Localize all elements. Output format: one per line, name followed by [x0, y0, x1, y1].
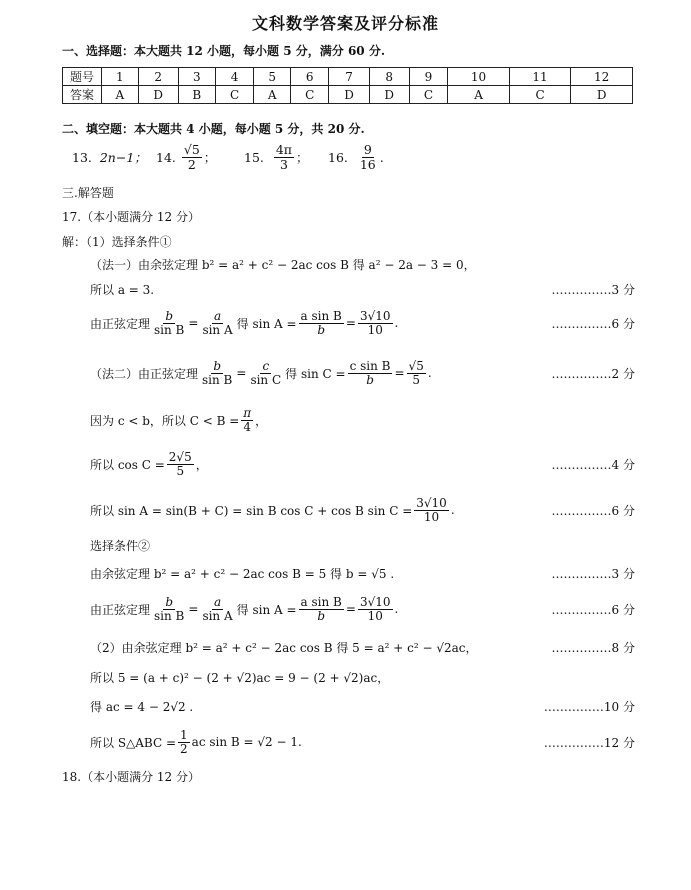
fraction [152, 596, 186, 622]
fraction [299, 596, 344, 622]
fraction [182, 143, 202, 170]
question-number: 14. [156, 149, 176, 165]
denominator: sin C [250, 372, 282, 387]
numerator: 3√10 [359, 594, 391, 609]
table-cell-label: 题号 [63, 68, 102, 86]
fraction [358, 143, 378, 170]
solution-line [90, 271, 635, 307]
fraction [407, 360, 426, 386]
text: 所以 sin A = sin(B + C) = sin B cos C + cos B sin C = [90, 503, 413, 518]
numerator: π [243, 405, 252, 420]
answer-tail: ； [203, 150, 217, 165]
table-row-numbers [63, 68, 633, 86]
numerator: a [213, 594, 222, 609]
table-cell: 3 [178, 68, 215, 86]
fraction [358, 596, 393, 622]
score-marker: ……………6 分 [551, 503, 635, 518]
fill-answer-13 [72, 136, 147, 178]
line-text: 所以 5 = (a + c)² − (2 + √2)ac = 9 − (2 + √2)ac， [90, 670, 390, 685]
score-marker: ……………10 分 [543, 699, 635, 714]
score-marker: ……………6 分 [551, 602, 635, 617]
table-cell: 11 [509, 68, 571, 86]
fraction [200, 596, 234, 622]
fraction [414, 497, 449, 523]
answer-tail: ； [296, 150, 309, 165]
fraction [200, 310, 234, 336]
denominator: 10 [367, 608, 383, 623]
solution-line [90, 355, 635, 391]
text: 得 sin C = [285, 366, 346, 381]
table-cell: 4 [215, 68, 254, 86]
question-number: 15. [244, 149, 264, 165]
denominator: b [317, 608, 326, 623]
line-text: 由余弦定理 b² = a² + c² − 2ac cos B = 5 得 b = √5 . [90, 566, 395, 581]
text: 所以 S△ABC = [90, 735, 177, 750]
score-marker: ……………6 分 [551, 316, 635, 331]
denominator: 10 [367, 322, 383, 337]
numerator: a [213, 308, 222, 323]
question-number: 13. [72, 149, 92, 165]
table-cell: C [509, 86, 571, 104]
table-cell: 12 [571, 68, 633, 86]
table-cell: 7 [329, 68, 369, 86]
text: ac sin B = √2 − 1. [191, 735, 302, 749]
line-text: 由正弦定理 $\frac{b}{\text{sin B}}$ = $\frac{a}{\text{sin A}}$ 得 sin A = $\frac{\text{a sin B}}{b}$ = $\frac{3√10}{10}$ . [90, 594, 399, 623]
table-cell: 1 [102, 68, 139, 86]
score-marker: ……………2 分 [551, 366, 635, 381]
solution-start: 解：（1）选择条件① [62, 235, 172, 249]
denominator: 2 [187, 156, 196, 172]
table-cell: A [254, 86, 291, 104]
fraction [178, 729, 190, 755]
line-text: 所以 a = 3. [90, 282, 155, 297]
table-cell: 8 [369, 68, 409, 86]
table-cell: D [138, 86, 178, 104]
denominator: sin A [202, 608, 233, 623]
table-cell: B [178, 86, 215, 104]
solution-line [90, 446, 635, 482]
numerator: b [165, 308, 174, 323]
text: = [345, 602, 356, 616]
text: （法二）由正弦定理 [90, 366, 199, 381]
answer-value: 2n−1； [99, 150, 147, 165]
numerator: b [165, 594, 174, 609]
numerator: 3√10 [359, 308, 391, 323]
table-cell: A [102, 86, 139, 104]
denominator: 5 [412, 372, 420, 387]
numerator: a sin B [300, 308, 342, 323]
denominator: sin B [154, 322, 185, 337]
line-text: （2）由余弦定理 b² = a² + c² − 2ac cos B 得 5 = a² + c² − √2ac， [90, 640, 478, 655]
solution-line [90, 492, 635, 528]
table-cell: A [448, 86, 510, 104]
fraction [200, 360, 234, 386]
solution-line [90, 305, 635, 341]
fraction [152, 310, 186, 336]
question-18-heading: 18.（本小题满分 12 分） [62, 770, 200, 784]
line-text: 因为 c < b，所以 C < B = $\frac{\pi}{4}$ ， [90, 405, 268, 434]
text: 得 sin A = [236, 602, 297, 617]
table-cell: D [571, 86, 633, 104]
line-text: 所以 cos C = $\frac{2√5}{5}$ ， [90, 449, 208, 478]
denominator: b [317, 322, 326, 337]
table-cell: 10 [448, 68, 510, 86]
table-cell: C [290, 86, 329, 104]
table-cell: C [215, 86, 254, 104]
fraction [299, 310, 344, 336]
line-text: 由正弦定理 $\frac{b}{\text{sin B}}$ = $\frac{a}{\text{sin A}}$ 得 sin A = $\frac{\text{a sin B}}{b}$ = $\frac{3√10}{10}$ . [90, 308, 399, 337]
score-marker: ……………3 分 [551, 282, 635, 297]
table-row-answers [63, 86, 633, 104]
line-text: 得 ac = 4 − 2√2 . [90, 699, 194, 714]
text: 由正弦定理 [90, 602, 151, 617]
table-cell: D [369, 86, 409, 104]
denominator: 4 [243, 419, 252, 434]
line-text: （法一）由余弦定理 b² = a² + c² − 2ac cos B 得 a² − 2a − 3 = 0， [90, 257, 476, 272]
question-17-heading: 17.（本小题满分 12 分） [62, 210, 200, 224]
score-marker: ……………8 分 [551, 640, 635, 655]
fill-answer-14 [156, 136, 216, 178]
table-cell: 9 [409, 68, 448, 86]
text: = [394, 366, 405, 380]
numerator: b [213, 358, 222, 373]
numerator: 2√5 [168, 449, 192, 464]
fill-answer-16 [328, 136, 384, 178]
fraction [274, 143, 294, 170]
page-title: 文科数学答案及评分标准 [251, 14, 439, 33]
table-cell: 6 [290, 68, 329, 86]
line-text [90, 724, 302, 760]
text: = [345, 316, 356, 330]
score-marker: ……………3 分 [551, 566, 635, 581]
numerator: c sin B [349, 358, 391, 373]
answer-table [62, 67, 633, 104]
section-fill-in-heading: 二、填空题：本大题共 4 小题，每小题 5 分，共 20 分. [62, 122, 365, 136]
table-cell: 2 [138, 68, 178, 86]
table-cell: C [409, 86, 448, 104]
denominator: sin B [154, 608, 185, 623]
denominator: 10 [423, 509, 440, 524]
fill-answer-15 [244, 136, 309, 178]
line-text: 选择条件② [90, 538, 151, 553]
line-text: 所以 sin A = sin(B + C) = sin B cos C + cos B sin C = $\frac{3√10}{10}$ . [90, 495, 455, 524]
table-cell: D [329, 86, 369, 104]
numerator: √5 [183, 142, 200, 158]
numerator: √5 [408, 358, 424, 373]
solution-line [90, 724, 635, 760]
text: 由正弦定理 [90, 316, 151, 331]
numerator: 9 [363, 142, 372, 158]
fraction [167, 451, 194, 477]
section-multiple-choice-heading: 一、选择题：本大题共 12 小题，每小题 5 分，满分 60 分. [62, 44, 385, 58]
denominator: 2 [180, 741, 188, 756]
section-solutions-heading: 三.解答题 [62, 186, 114, 200]
text: 因为 c < b，所以 C < B = [90, 413, 240, 428]
question-number: 16. [328, 149, 348, 165]
denominator: sin A [202, 322, 233, 337]
answer-tail: . [379, 149, 384, 165]
solution-line [90, 402, 635, 438]
denominator: b [366, 372, 374, 387]
text: 得 sin A = [236, 316, 297, 331]
denominator: 5 [176, 463, 185, 478]
table-cell-label: 答案 [63, 86, 102, 104]
numerator: 1 [180, 727, 188, 742]
numerator: a sin B [300, 594, 342, 609]
fraction [348, 360, 393, 386]
score-marker: ……………4 分 [551, 457, 635, 472]
solution-line [90, 591, 635, 627]
numerator: 4π [275, 142, 293, 158]
solution-line [90, 688, 635, 724]
line-text: （法二）由正弦定理 $\frac{b}{\text{sin B}}$ = $\frac{c}{\text{sin C}}$ 得 sin C = $\frac{\text{c sin B}}{b}$ = $\frac{√5}{5}$ . [90, 358, 432, 387]
numerator: 3√10 [416, 495, 447, 510]
score-marker: ……………12 分 [543, 735, 635, 750]
table-cell: 5 [254, 68, 291, 86]
denominator: 3 [279, 156, 288, 172]
numerator: c [262, 358, 270, 373]
denominator: sin B [202, 372, 233, 387]
denominator: 16 [359, 156, 376, 172]
fraction [248, 360, 283, 386]
fraction [358, 310, 393, 336]
solution-line [90, 555, 635, 591]
fraction [241, 407, 253, 433]
text: 所以 cos C = [90, 457, 165, 472]
